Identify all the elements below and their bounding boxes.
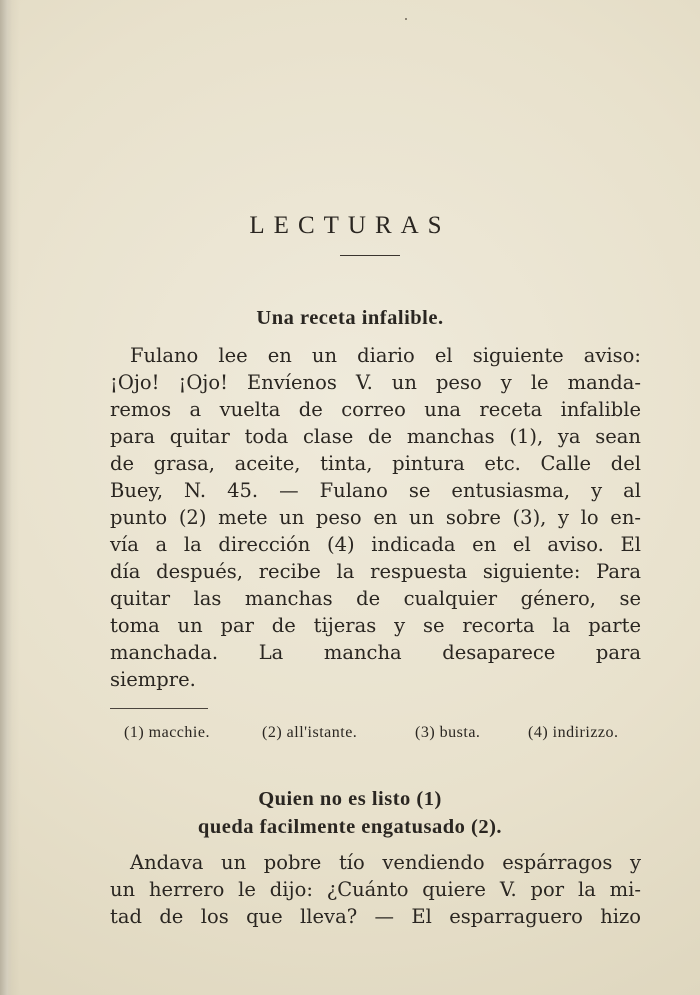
story1-line: vía a la dirección (4) indicada en el aviso. El [110,533,641,556]
story1-line: Fulano lee en un diario el siguiente aviso: [130,344,641,367]
footnote-1: (1) macchie. [124,724,210,741]
story2-line: Andava un pobre tío vendiendo espárragos y [130,851,641,874]
story1-line: de grasa, aceite, tinta, pintura etc. Calle del [110,452,641,475]
footnote-4: (4) indirizzo. [528,724,619,741]
story1-line: remos a vuelta de correo una receta infalible [110,398,641,421]
story1-line: día después, recibe la respuesta siguiente: Para [110,560,641,583]
section-title: LECTURAS [249,212,451,239]
story2-line: tad de los que lleva? — El esparraguero hizo [110,905,641,928]
story2-heading-line1: Quien no es listo (1) [258,788,442,810]
title-divider [340,255,400,256]
footnote-3: (3) busta. [415,724,481,741]
story1-line: toma un par de tijeras y se recorta la parte [110,614,641,637]
story2-line: un herrero le dijo: ¿Cuánto quiere V. por la mi- [110,878,641,901]
story1-line: manchada. La mancha desaparece para [110,641,641,664]
page-binding-edge [0,0,12,995]
story1-line: quitar las manchas de cualquier género, se [110,587,641,610]
footnote-2: (2) all'istante. [262,724,358,741]
story1-line: para quitar toda clase de manchas (1), ya sean [110,425,641,448]
story1-line: Buey, N. 45. — Fulano se entusiasma, y al [110,479,641,502]
story1-line: ¡Ojo! ¡Ojo! Envíenos V. un peso y le manda- [110,371,641,394]
story2-heading-line2: queda facilmente engatusado (2). [197,816,503,838]
paper-speck [405,18,407,20]
story1-line: siempre. [110,668,196,691]
footnote-divider [110,708,208,709]
story1-heading: Una receta infalible. [256,307,444,329]
story1-line: punto (2) mete un peso en un sobre (3), y lo en- [110,506,641,529]
